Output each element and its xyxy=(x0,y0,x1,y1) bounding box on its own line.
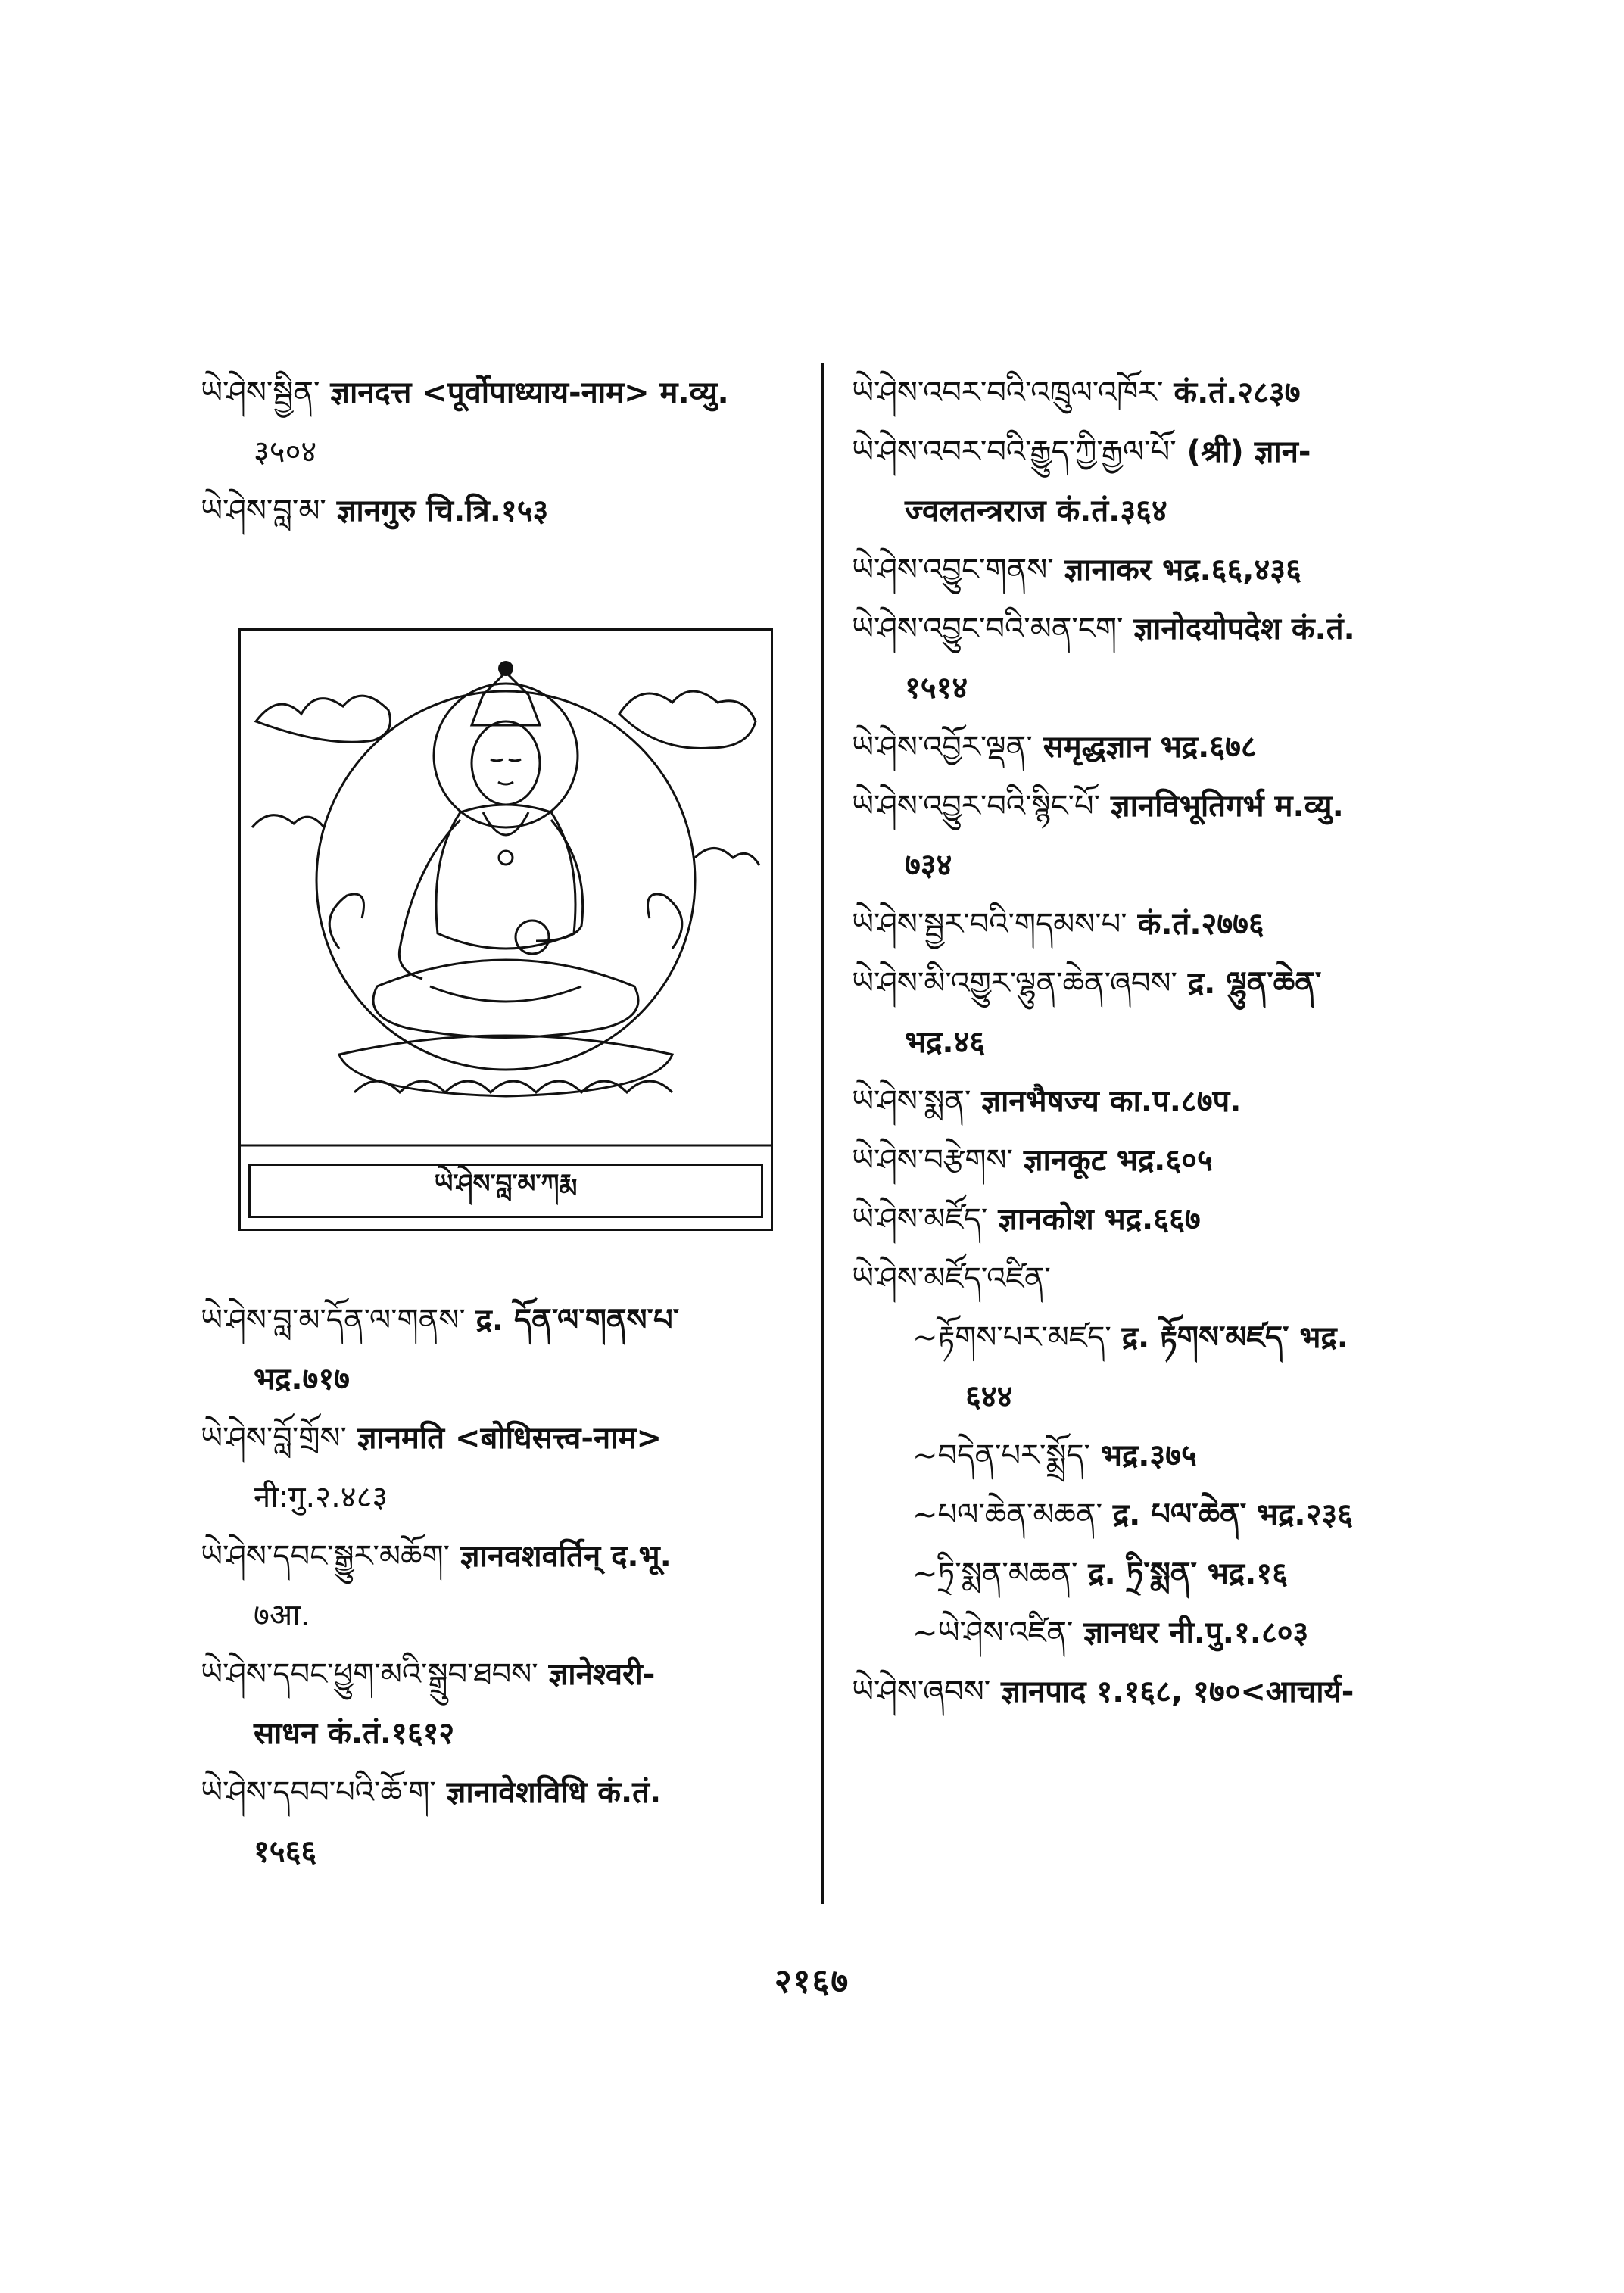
sub-entry xyxy=(912,1308,1510,1426)
entry xyxy=(852,1190,1510,1249)
sanskrit-equivalent: द्र. དོན་ལ་གནས་པ་ xyxy=(465,1303,679,1338)
entry xyxy=(852,1249,1510,1308)
entry xyxy=(852,422,1510,541)
sub-entry xyxy=(912,1426,1510,1485)
entry xyxy=(852,895,1510,954)
tibetan-term: ཡེ་ཤེས་དབབ་པའི་ཆོ་ག་ xyxy=(201,1775,436,1810)
deity-illustration xyxy=(238,628,773,1231)
figure-caption xyxy=(248,1164,763,1218)
tibetan-term: ཡེ་ཤེས་ཞབས་ xyxy=(852,1675,991,1709)
sub-entry xyxy=(912,1603,1510,1662)
sanskrit-equivalent: ज्ञानविभूतिगर्भ म.व्यु. xyxy=(1100,789,1344,824)
sanskrit-equivalent: द्र. ལྷུན་ཆེན་ xyxy=(1177,966,1322,1001)
sanskrit-equivalent: द्र. པལ་ཆེན་ भद्र.२३६ xyxy=(1102,1497,1354,1532)
tibetan-term: ~པལ་ཆེན་མཆན་ xyxy=(912,1497,1102,1532)
entry xyxy=(201,1291,806,1409)
left-column-lower xyxy=(201,1291,806,1881)
entry xyxy=(852,1662,1510,1721)
sanskrit-equivalent: ज्ञानदत्त <पूर्वोपाध्याय-नाम> म.व्यु. xyxy=(320,375,729,410)
tibetan-term: ཡེ་ཤེས་འབྱུར་བའི་སྙིང་པོ་ xyxy=(852,789,1100,824)
entry-continuation: ज्वलतन्त्रराज कं.तं.३६४ xyxy=(905,494,1167,528)
sanskrit-equivalent: द्र. རྟོགས་མཛད་ भद्र. xyxy=(1111,1320,1348,1355)
sub-entry xyxy=(912,1485,1510,1544)
entry-continuation: ३५०४ xyxy=(254,435,317,469)
tibetan-term: ~ཏྲི་སྨན་མཆན་ xyxy=(912,1556,1078,1591)
sanskrit-equivalent: ज्ञानावेशविधि कं.तं. xyxy=(435,1775,662,1810)
tibetan-term: ཡེ་ཤེས་སྦྱར་བའི་གདམས་པ་ xyxy=(852,907,1127,942)
entry xyxy=(852,1131,1510,1190)
entry xyxy=(201,1763,806,1881)
sanskrit-equivalent: ज्ञानगुरु चि.त्रि.१५३ xyxy=(326,494,549,528)
tibetan-term: ཡེ་ཤེས་འབར་བའི་འཁྲུལ་འཁོར་ xyxy=(852,375,1164,410)
entry xyxy=(201,481,806,541)
entry-continuation: ७आ. xyxy=(254,1598,310,1633)
entry-continuation: साधन कं.तं.१६१२ xyxy=(254,1716,455,1751)
tibetan-term: ~ཡེ་ཤེས་འཛིན་ xyxy=(912,1615,1074,1650)
tibetan-term: ཡེ་ཤེས་མཛོད་ xyxy=(852,1202,988,1237)
tibetan-term: ཡེ་ཤེས་འབྱུང་གནས་ xyxy=(852,553,1054,587)
tibetan-term: ཡེ་ཤེས་འབར་བའི་རྒྱུད་ཀྱི་རྒྱལ་པོ་ xyxy=(852,435,1177,469)
page-number: २१६७ xyxy=(774,1962,850,2001)
tibetan-term: ཡེ་ཤེས་སྨན་ xyxy=(852,1084,971,1119)
entry-continuation: १५१४ xyxy=(905,671,968,706)
sanskrit-equivalent: ज्ञानोदयोपदेश कं.तं. xyxy=(1123,612,1355,646)
entry-continuation: ७३४ xyxy=(905,848,952,883)
sanskrit-equivalent: ज्ञानपाद १.१६८, १७०<आचार्य- xyxy=(990,1675,1354,1709)
sub-entries xyxy=(852,1308,1510,1662)
column-divider xyxy=(821,363,824,1904)
tibetan-term: ~བདེན་པར་སྨྲོད་ xyxy=(912,1438,1090,1473)
left-column xyxy=(201,363,806,541)
sub-entry xyxy=(912,1544,1510,1603)
seated-bodhisattva-drawing xyxy=(241,631,771,1161)
sanskrit-equivalent: समृद्धज्ञान भद्र.६७८ xyxy=(1032,730,1257,765)
entry xyxy=(852,718,1510,777)
right-column xyxy=(852,363,1510,1721)
entry xyxy=(201,363,806,481)
tibetan-term: ~རྟོགས་པར་མཛད་ xyxy=(912,1320,1111,1355)
sanskrit-equivalent: कं.तं.२८३७ xyxy=(1163,375,1301,410)
sanskrit-equivalent: भद्र.३७५ xyxy=(1089,1438,1197,1473)
tibetan-term: ཡེ་ཤེས་འབྱུང་བའི་མན་ངག་ xyxy=(852,612,1124,646)
entry xyxy=(201,1409,806,1527)
tibetan-term: ཡེ་ཤེས་དབང་ཕྱུག་མའི་སྒྲུབ་ཐབས་ xyxy=(201,1657,538,1692)
tibetan-term: ཡེ་ཤེས་འབྱོར་ལྡན་ xyxy=(852,730,1033,765)
entry xyxy=(201,1645,806,1763)
entry xyxy=(852,777,1510,895)
entry xyxy=(852,541,1510,600)
entry xyxy=(852,1072,1510,1131)
sanskrit-equivalent: ज्ञानाकर भद्र.६६,४३६ xyxy=(1053,553,1301,587)
entry xyxy=(852,954,1510,1072)
entry-continuation: नी:गु.२.४८३ xyxy=(254,1480,388,1515)
sanskrit-equivalent: कं.तं.२७७६ xyxy=(1127,907,1264,942)
tibetan-term: ཡེ་ཤེས་མི་འགྱུར་ལྷུན་ཆེན་ཞབས་ xyxy=(852,966,1177,1001)
sanskrit-equivalent: ज्ञानकूट भद्र.६०५ xyxy=(1012,1143,1213,1178)
tibetan-term: ཡེ་ཤེས་སྦྱིན་ xyxy=(201,375,320,410)
sanskrit-equivalent: ज्ञानधर नी.पु.१.८०३ xyxy=(1073,1615,1309,1650)
entry-continuation: भद्र.७१७ xyxy=(254,1362,350,1397)
sanskrit-equivalent: ज्ञानवशवर्तिन् द.भू. xyxy=(450,1539,672,1574)
entry xyxy=(852,363,1510,422)
entry-continuation: १५६६ xyxy=(254,1834,317,1869)
tibetan-term: ཡེ་ཤེས་བརྩེགས་ xyxy=(852,1143,1013,1178)
sanskrit-equivalent: ज्ञानभैषज्य का.प.८७प. xyxy=(971,1084,1242,1119)
sanskrit-equivalent: ज्ञानेश्वरी- xyxy=(538,1657,656,1692)
tibetan-term: ཡེ་ཤེས་བློ་གྲོས་ xyxy=(201,1421,347,1456)
sanskrit-equivalent: (श्री) ज्ञान- xyxy=(1176,435,1311,469)
sanskrit-equivalent: द्र. ཏྲི་སྨན་ भद्र.१६ xyxy=(1077,1556,1288,1591)
tibetan-term: ཡེ་ཤེས་དབང་སྒྱུར་མཆོག་ xyxy=(201,1539,450,1574)
tibetan-term: ཡེ་ཤེས་བླ་མ་དོན་ལ་གནས་ xyxy=(201,1303,466,1338)
entry-continuation: भद्र.४६ xyxy=(905,1025,986,1060)
tibetan-term: ཡེ་ཤེས་བླ་མ་ xyxy=(201,494,326,528)
entry-continuation: ६४४ xyxy=(965,1379,1013,1414)
tibetan-term: ཡེ་ཤེས་མཛོད་འཛིན་ xyxy=(852,1261,1051,1296)
sanskrit-equivalent: ज्ञानमति <बोधिसत्त्व-नाम> xyxy=(346,1421,662,1456)
entry xyxy=(201,1527,806,1645)
entry xyxy=(852,600,1510,718)
sanskrit-equivalent: ज्ञानकोश भद्र.६६७ xyxy=(987,1202,1201,1237)
figure-caption-text: ཡེ་ཤེས་བླ་མ་ཀརྨ xyxy=(434,1169,578,1199)
